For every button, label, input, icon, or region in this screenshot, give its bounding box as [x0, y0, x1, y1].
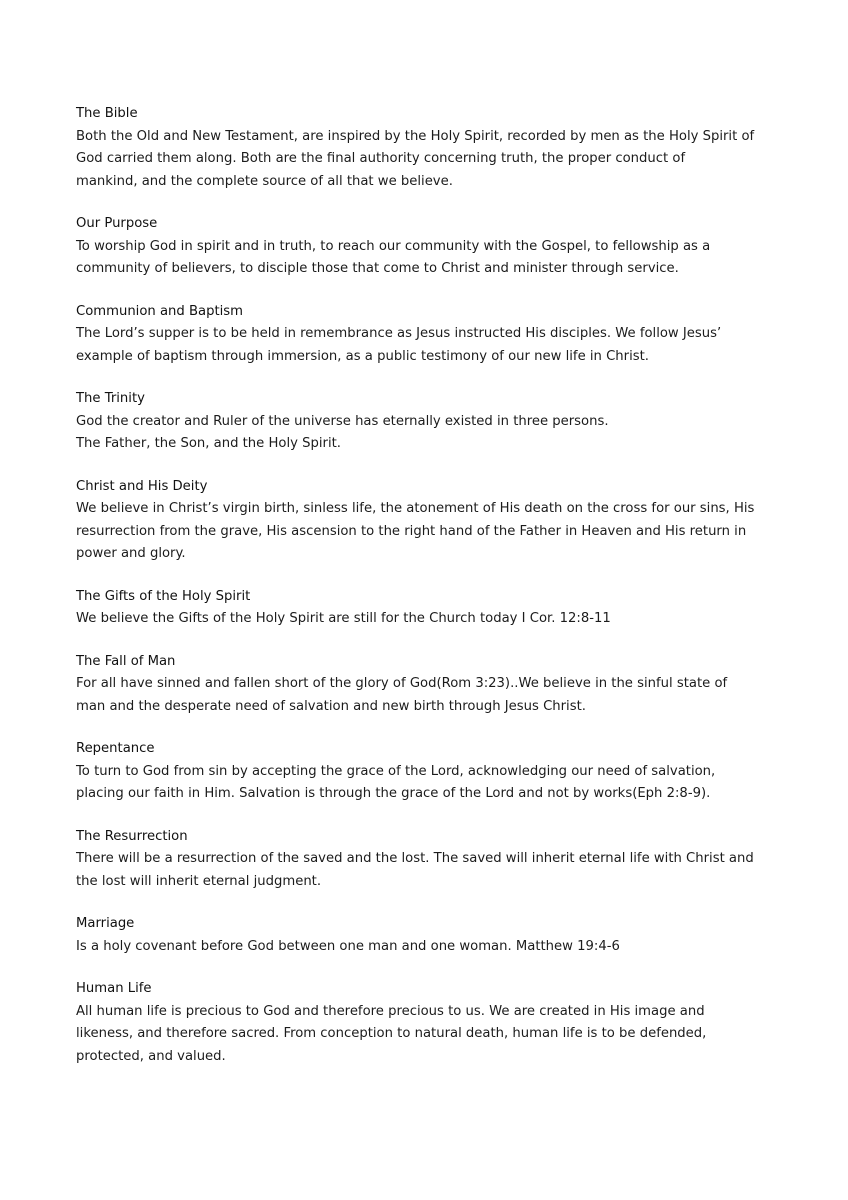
- section-heading: Marriage: [76, 916, 135, 931]
- section-repentance: [76, 738, 776, 806]
- body-line: The Father, the Son, and the Holy Spirit.: [76, 436, 341, 451]
- body-line: community of believers, to disciple those that come to Christ and minister through service.: [76, 261, 679, 276]
- section-heading: Human Life: [76, 981, 152, 996]
- body-line: All human life is precious to God and therefore precious to us. We are created in His image and: [76, 1003, 705, 1019]
- section-the-bible: [76, 103, 776, 193]
- body-line: To worship God in spirit and in truth, to reach our community with the Gospel, to fellowship as a: [76, 238, 711, 254]
- section-body: [76, 848, 776, 893]
- section-heading: Christ and His Deity: [76, 478, 208, 494]
- section-body: [76, 608, 776, 631]
- section-body: [76, 673, 776, 718]
- section-body: [76, 498, 776, 566]
- body-line: protected, and valued.: [76, 1048, 226, 1064]
- body-line: mankind, and the complete source of all that we believe.: [76, 173, 453, 189]
- section-body: [76, 1001, 776, 1069]
- body-line: resurrection from the grave, His ascension to the right hand of the Father in Heaven and His return in: [76, 523, 747, 539]
- section-body: [76, 236, 776, 281]
- body-line: We believe the Gifts of the Holy Spirit are still for the Church today I Cor. 12:8-11: [76, 611, 611, 626]
- section-heading: The Fall of Man: [76, 653, 176, 669]
- body-line: God the creator and Ruler of the universe has eternally existed in three persons.: [76, 413, 609, 429]
- section-heading: Communion and Baptism: [76, 303, 244, 319]
- section-body: [76, 126, 776, 194]
- statement-of-faith-document: [76, 103, 776, 1088]
- section-body: [76, 411, 776, 456]
- body-line: For all have sinned and fallen short of the glory of God(Rom 3:23)..We believe in the sinful state of: [76, 676, 728, 691]
- section-body: [76, 761, 776, 806]
- section-our-purpose: [76, 213, 776, 281]
- body-line: likeness, and therefore sacred. From conception to natural death, human life is to be defended,: [76, 1026, 707, 1041]
- section-gifts-of-the-holy-spirit: [76, 586, 776, 631]
- body-line: power and glory.: [76, 546, 186, 561]
- section-heading: The Resurrection: [76, 828, 188, 844]
- section-heading: The Trinity: [76, 391, 145, 406]
- section-marriage: [76, 913, 776, 958]
- body-line: The Lord’s supper is to be held in remembrance as Jesus instructed His disciples. We follow Jesus’: [76, 326, 722, 341]
- body-line: Both the Old and New Testament, are inspired by the Holy Spirit, recorded by men as the Holy Spirit of: [76, 128, 755, 144]
- section-heading: Repentance: [76, 741, 155, 756]
- section-christ-and-his-deity: [76, 476, 776, 566]
- body-line: example of baptism through immersion, as a public testimony of our new life in Christ.: [76, 348, 649, 364]
- section-the-resurrection: [76, 826, 776, 894]
- section-heading: Our Purpose: [76, 216, 158, 231]
- body-line: the lost will inherit eternal judgment.: [76, 873, 322, 889]
- section-heading: The Gifts of the Holy Spirit: [76, 588, 251, 604]
- body-line: We believe in Christ’s virgin birth, sinless life, the atonement of His death on the cross for our sins, His: [76, 501, 755, 516]
- body-line: man and the desperate need of salvation and new birth through Jesus Christ.: [76, 698, 586, 714]
- section-communion-and-baptism: [76, 301, 776, 369]
- section-human-life: [76, 978, 776, 1068]
- body-line: placing our faith in Him. Salvation is through the grace of the Lord and not by works(Eph 2:8-9).: [76, 786, 711, 801]
- body-line: Is a holy covenant before God between one man and one woman. Matthew 19:4-6: [76, 938, 620, 954]
- section-heading: The Bible: [76, 106, 138, 121]
- body-line: There will be a resurrection of the saved and the lost. The saved will inherit eternal life with Christ and: [76, 851, 754, 866]
- section-the-trinity: [76, 388, 776, 456]
- section-body: [76, 323, 776, 368]
- section-body: [76, 936, 776, 959]
- body-line: God carried them along. Both are the final authority concerning truth, the proper conduct of: [76, 151, 686, 166]
- body-line: To turn to God from sin by accepting the grace of the Lord, acknowledging our need of salvation,: [76, 763, 716, 779]
- section-the-fall-of-man: [76, 651, 776, 719]
